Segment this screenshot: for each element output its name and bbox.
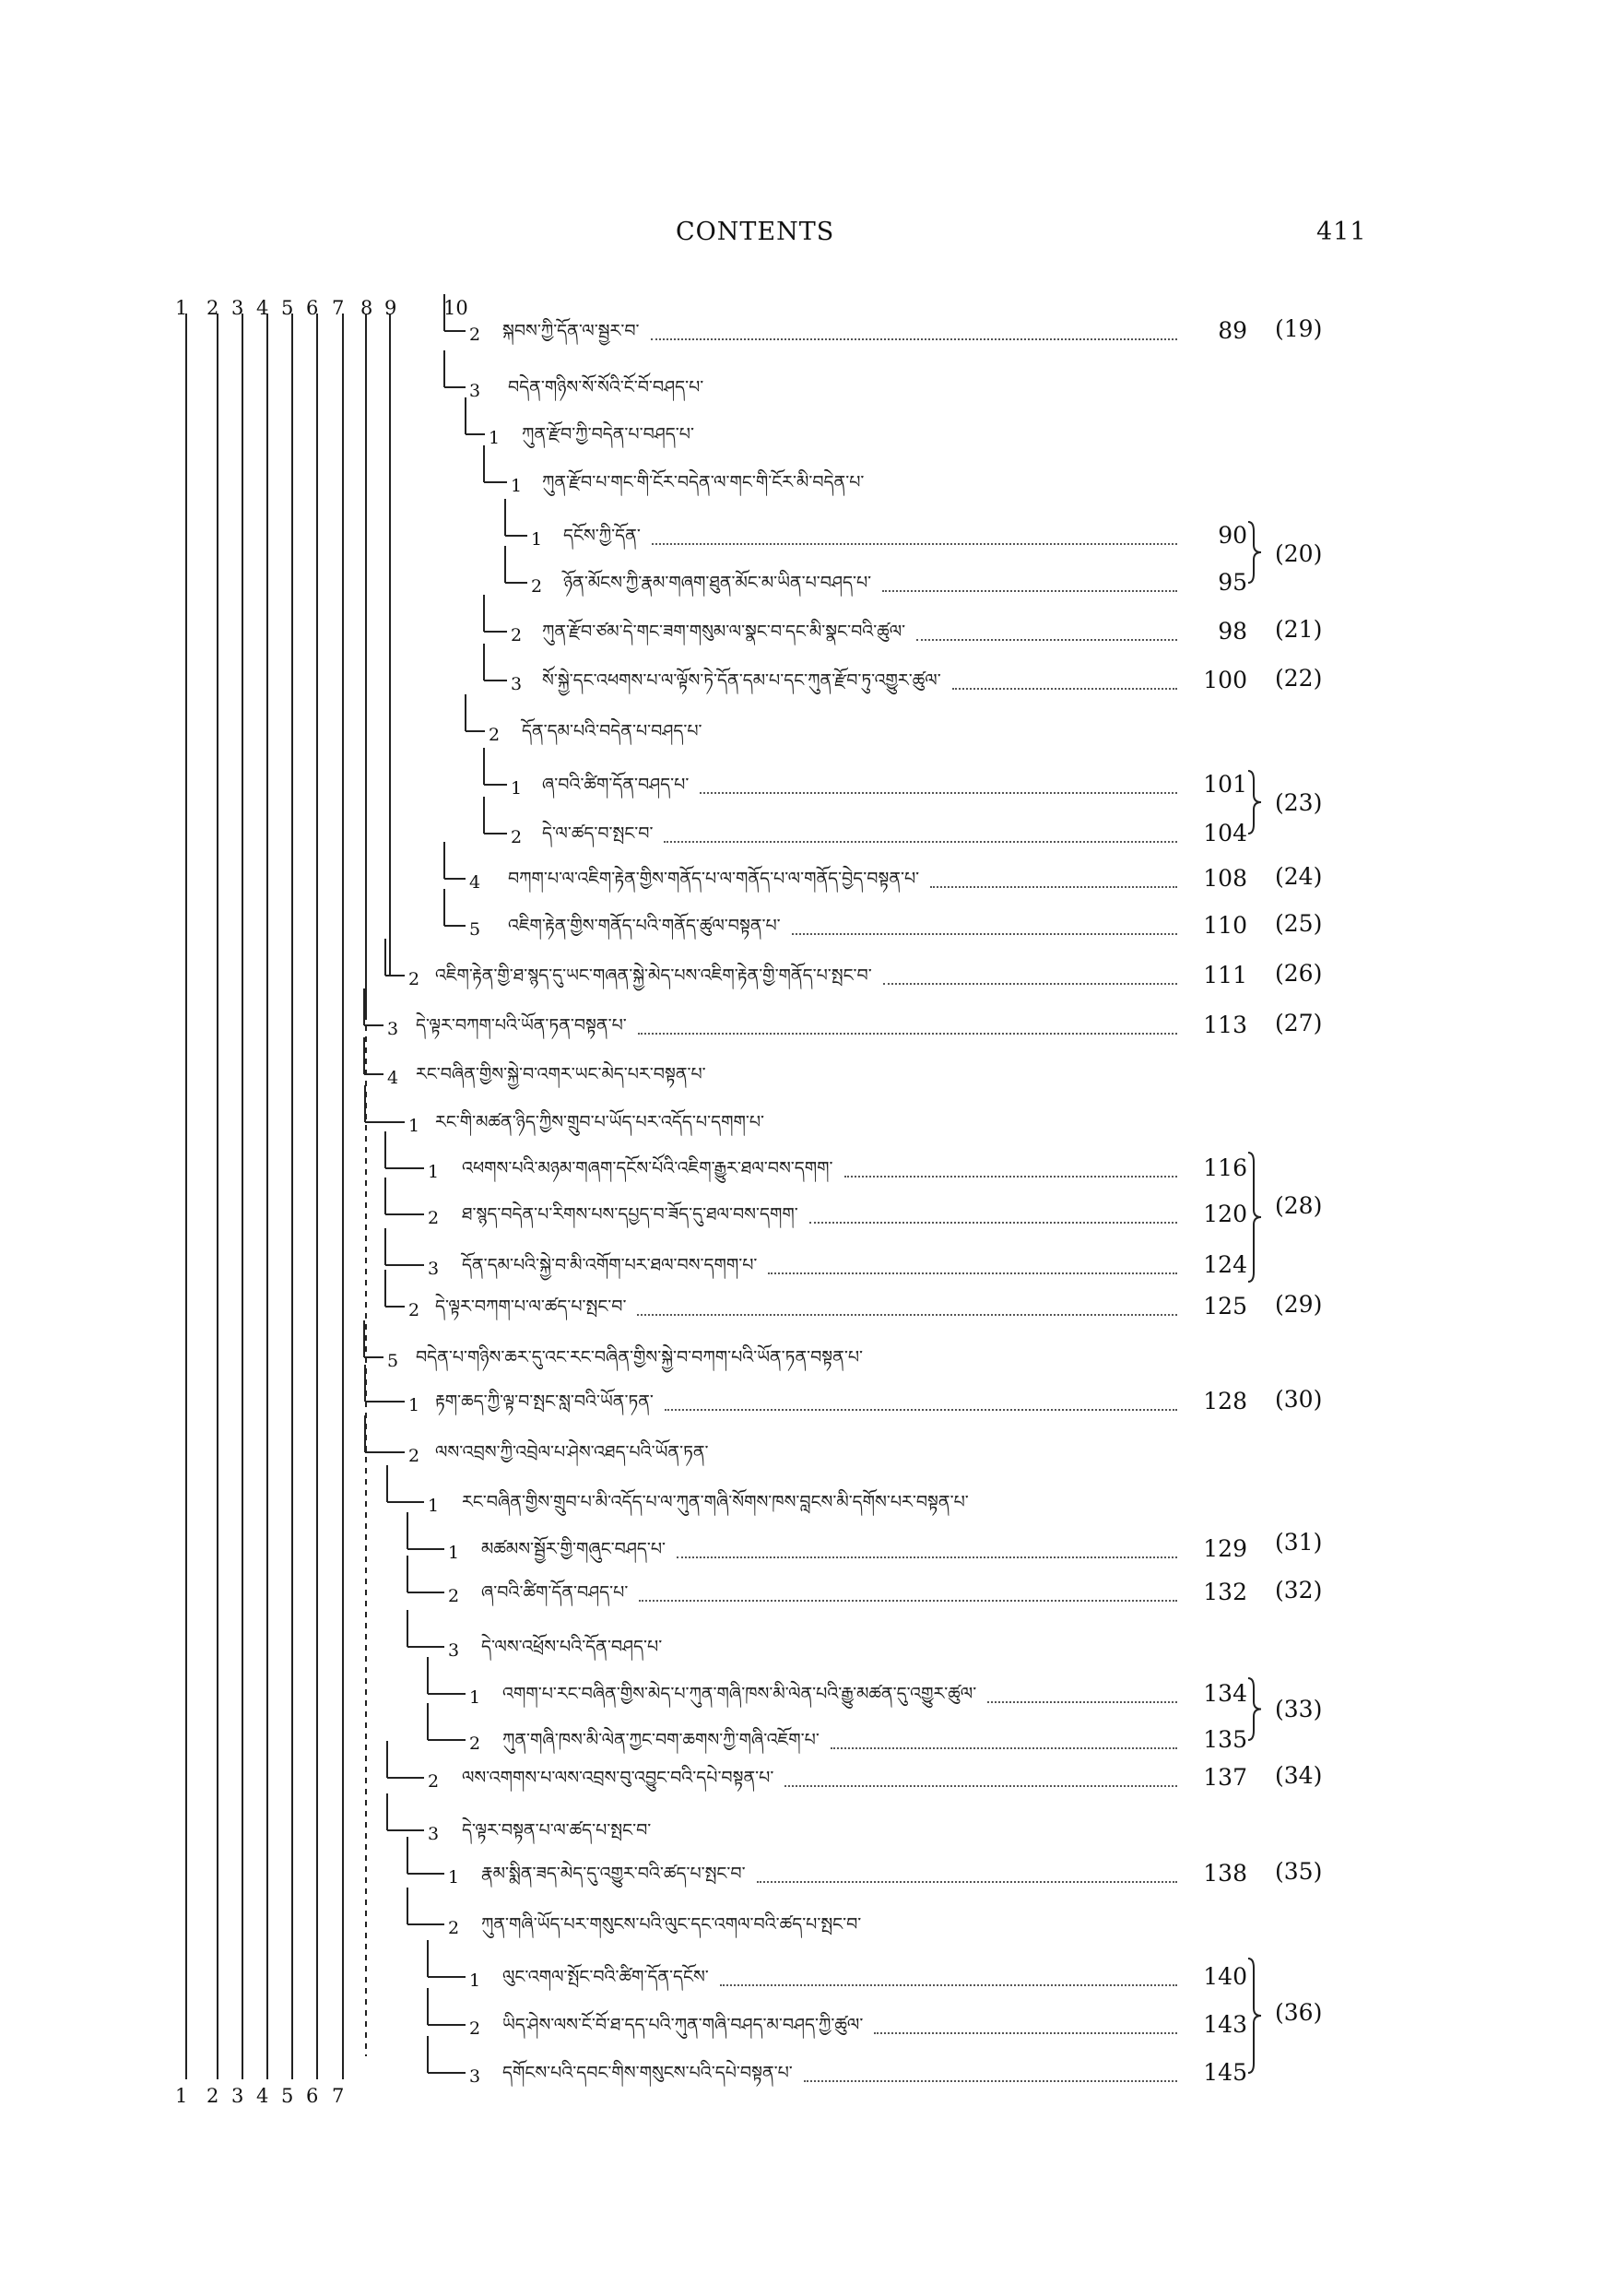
entry-title: རྣམ་སྨིན་ཟད་མེད་དུ་འགྱུར་བའི་ཚད་པ་སྤང་བ་ [481,1864,746,1884]
entry-title: རྟག་ཆད་ཀྱི་ལྟ་བ་སྤང་སླ་བའི་ཡོན་ཏན་ [435,1391,654,1412]
toc-entry [0,1383,1616,1420]
entry-title: འཇིག་རྟེན་གྱི་ཐ་སྙད་དུ་ཡང་གཞན་སྐྱེ་མེད་པས་འཇིག་རྟེན་གྱི་གནོད་པ་སྤང་བ་ [435,965,872,986]
entry-number: 5 [469,919,481,940]
column-number: 7 [332,2085,345,2107]
column-number: 1 [175,2085,188,2107]
entry-number: 3 [428,1824,440,1844]
entry-number: 1 [428,1162,440,1182]
entry-number: 4 [469,872,481,893]
dot-leader [637,1277,1177,1316]
column-number: 9 [384,297,397,319]
group-label: (31) [1275,1529,1323,1556]
entry-number: 2 [469,1734,481,1754]
column-number: 5 [281,297,294,319]
entry-title: དེ་ལྟར་བཀག་པ་ལ་ཚད་པ་སྤང་བ་ [435,1296,627,1317]
toc-entry [0,416,1616,453]
dot-leader [757,1844,1177,1883]
toc-entry [0,713,1616,750]
entry-number: 2 [408,1446,420,1466]
entry-page: 128 [1203,1388,1247,1414]
toc-entry [0,369,1616,406]
toc-entry [0,907,1616,944]
dot-leader [784,1748,1177,1787]
toc-entry [0,957,1616,994]
entry-title: ཀུན་གཞི་ཁས་མི་ལེན་ཀྱང་བག་ཆགས་ཀྱི་གཞི་འཇོག་པ་ [502,1730,820,1750]
dot-leader [652,506,1177,545]
entry-page: 132 [1203,1579,1247,1605]
toc-entry [0,1288,1616,1325]
entry-title: འཕགས་པའི་མཉམ་གཞག་དངོས་པོའི་འཇིག་རྒྱུར་ཐལ་བས་དགག་ [462,1158,833,1178]
toc-entry [0,1150,1616,1187]
group-label: (30) [1275,1386,1323,1413]
entry-title: དོན་དམ་པའི་སྐྱེ་བ་མི་འགོག་པར་ཐལ་བས་དགག་པ་ [462,1255,758,1275]
entry-page: 113 [1203,1012,1247,1038]
entry-number: 2 [489,725,501,745]
entry-number: 1 [408,1116,420,1136]
toc-entry [0,1759,1616,1796]
entry-title: ཀུན་རྫོབ་ཙམ་དེ་གང་ཟག་གསུམ་ལ་སྣང་བ་དང་མི་སྣང་བའི་ཚུལ་ [542,621,906,642]
entry-number: 3 [469,2066,481,2087]
entry-page: 129 [1203,1535,1247,1562]
dot-leader [883,946,1177,985]
group-label: (23) [1275,789,1323,816]
toc-entry [0,313,1616,349]
entry-number: 2 [511,625,523,645]
entry-title: ཞ་བའི་ཚིག་དོན་བཤད་པ་ [481,1582,629,1603]
entry-number: 2 [428,1208,440,1228]
group-label: (19) [1275,315,1323,342]
entry-title: འཇིག་རྟེན་གྱིས་གནོད་པའི་གནོད་ཚུལ་བསྟན་པ་ [508,916,781,936]
entry-page: 143 [1203,2011,1247,2038]
entry-number: 1 [448,1867,460,1888]
entry-number: 3 [428,1259,440,1279]
page-title: CONTENTS [676,218,835,246]
entry-title: ཀུན་རྫོབ་པ་གང་གི་ངོར་བདེན་ལ་གང་གི་ངོར་མི་བདེན་པ་ [542,472,865,492]
entry-title: སོ་སྐྱེ་དང་འཕགས་པ་ལ་ལྟོས་ཏེ་དོན་དམ་པ་དང་ཀུན་རྫོབ་ཏུ་འགྱུར་ཚུལ་ [542,670,941,691]
toc-entry [0,662,1616,699]
toc-entry [0,766,1616,803]
entry-number: 2 [469,2018,481,2039]
dot-leader [831,1710,1177,1749]
entry-title: དགོངས་པའི་དབང་གིས་གསུངས་པའི་དཔེ་བསྟན་པ་ [502,2063,793,2083]
entry-page: 111 [1203,962,1247,988]
dot-leader [665,1372,1177,1411]
toc-entry [0,464,1616,501]
column-number: 3 [231,2085,244,2107]
column-number: 2 [206,2085,219,2107]
entry-title: ཉོན་མོངས་ཀྱི་རྣམ་གཞག་ཐུན་མོང་མ་ཡིན་པ་བཤད་པ་ [563,573,872,593]
entry-title: འགག་པ་རང་བཞིན་གྱིས་མེད་པ་ཀུན་གཞི་ཁས་མི་ལེན་པའི་རྒྱུ་མཚན་དུ་འགྱུར་ཚུལ་ [502,1684,977,1704]
entry-title: ལས་འགགས་པ་ལས་འབྲས་བུ་འབྱུང་བའི་དཔེ་བསྟན་པ་ [462,1768,774,1788]
dot-leader [916,602,1177,641]
column-number: 7 [332,297,345,319]
dot-leader [720,1947,1177,1986]
entry-page: 98 [1218,618,1247,645]
toc-entry [0,1196,1616,1233]
entry-page: 137 [1203,1764,1247,1791]
toc-entry [0,1855,1616,1892]
entry-title: བདེན་པ་གཉིས་ཆར་དུ་འང་རང་བཞིན་གྱིས་སྐྱེ་བ་བཀག་པའི་ཡོན་ཏན་བསྟན་པ་ [416,1347,864,1367]
entry-title: སྐབས་ཀྱི་དོན་ལ་སྦྱར་བ་ [502,321,640,341]
toc-entry [0,1434,1616,1471]
dot-leader [804,2043,1177,2082]
entry-title: དེ་ལྟར་བསྟན་པ་ལ་ཚད་པ་སྤང་བ་ [462,1820,652,1840]
column-number: 1 [175,297,188,319]
group-label: (32) [1275,1577,1323,1604]
group-label: (22) [1275,665,1323,692]
entry-title: དེ་ལ་ཚད་བ་སྤང་བ་ [542,823,654,844]
entry-page: 135 [1203,1726,1247,1753]
entry-title: མཚམས་སྦྱོར་གྱི་གཞུང་བཤད་པ་ [481,1539,666,1559]
entry-title: རང་བཞིན་གྱིས་གྲུབ་པ་མི་འདོད་པ་ལ་ཀུན་གཞི་སོགས་ཁས་བླངས་མི་དགོས་པར་བསྟན་པ་ [462,1492,969,1512]
dot-leader [768,1236,1177,1274]
column-number: 4 [256,2085,269,2107]
entry-title: ཀུན་རྫོབ་ཀྱི་བདེན་པ་བཤད་པ་ [522,424,694,444]
entry-page: 108 [1203,865,1247,892]
group-label: (36) [1275,1999,1323,2026]
dot-leader [930,849,1177,888]
entry-number: 2 [448,1586,460,1606]
entry-number: 2 [408,1300,420,1320]
dot-leader [677,1520,1177,1558]
entry-number: 1 [469,1971,481,1991]
entry-number: 1 [531,529,543,550]
column-number: 6 [306,297,319,319]
entry-number: 3 [448,1640,460,1661]
entry-number: 1 [469,1687,481,1708]
entry-title: དོན་དམ་པའི་བདེན་པ་བཤད་པ་ [522,721,702,741]
entry-number: 2 [428,1771,440,1792]
column-number: 10 [443,297,468,319]
dot-leader [639,1563,1177,1602]
column-number: 5 [281,2085,294,2107]
dot-leader [638,996,1177,1035]
entry-page: 125 [1203,1293,1247,1320]
entry-title: དངོས་ཀྱི་དོན་ [563,526,641,546]
entry-page: 110 [1203,912,1247,939]
entry-number: 3 [511,674,523,694]
entry-title: ལུང་འགལ་སྤོང་བའི་ཚིག་དོན་དངོས་ [502,1967,709,1987]
toc-entry [0,1628,1616,1665]
group-label: (29) [1275,1291,1323,1318]
entry-title: དེ་ལྟར་བཀག་པའི་ཡོན་ཏན་བསྟན་པ་ [416,1015,627,1036]
entry-page: 124 [1203,1251,1247,1278]
entry-title: ལས་འབྲས་ཀྱི་འབྲེལ་པ་ཤེས་འཐད་པའི་ཡོན་ཏན་ [435,1442,709,1462]
toc-entry [0,860,1616,897]
toc-entry [0,2006,1616,2043]
toc-entry [0,1531,1616,1568]
entry-page: 100 [1203,667,1247,693]
dot-leader [844,1139,1178,1178]
group-label: (24) [1275,863,1323,890]
entry-number: 1 [511,476,523,496]
entry-title: བཀག་པ་ལ་འཇིག་རྟེན་གྱིས་གནོད་པ་ལ་གནོད་པ་ལ་གནོད་བྱེད་བསྟན་པ་ [508,869,920,889]
toc-entry [0,613,1616,650]
toc-entry [0,1007,1616,1044]
entry-title: ཀུན་གཞི་ཡོད་པར་གསུངས་པའི་ལུང་དང་འགལ་བའི་ཚད་པ་སྤང་བ་ [481,1914,862,1935]
entry-number: 1 [448,1543,460,1563]
entry-title: ཡིད་ཤེས་ལས་ངོ་བོ་ཐ་དད་པའི་ཀུན་གཞི་བཤད་མ་བཤད་ཀྱི་ཚུལ་ [502,2015,864,2035]
page-number: 411 [1316,218,1367,246]
toc-entry [0,1339,1616,1376]
group-label: (28) [1275,1192,1323,1219]
entry-title: བདེན་གཉིས་སོ་སོའི་ངོ་བོ་བཤད་པ་ [508,377,704,397]
entry-number: 1 [428,1496,440,1516]
entry-number: 1 [511,778,523,799]
entry-number: 4 [387,1068,399,1088]
column-number: 3 [231,297,244,319]
toc-entry [0,517,1616,554]
entry-page: 145 [1203,2059,1247,2086]
toc-entry [0,1906,1616,1943]
group-label: (26) [1275,960,1323,987]
group-label: (21) [1275,616,1323,643]
toc-entry [0,815,1616,852]
entry-page: 120 [1203,1201,1247,1227]
entry-number: 5 [387,1351,399,1371]
entry-title: རང་བཞིན་གྱིས་སྐྱེ་བ་འགར་ཡང་མེད་པར་བསྟན་པ་ [416,1064,706,1084]
group-label: (33) [1275,1696,1323,1722]
column-number: 8 [360,297,373,319]
entry-number: 2 [448,1918,460,1938]
toc-entry [0,1574,1616,1611]
toc-entry [0,1812,1616,1849]
group-label: (27) [1275,1010,1323,1036]
group-label: (20) [1275,540,1323,567]
dot-leader [874,1995,1177,2034]
entry-title: རང་གི་མཚན་ཉིད་ཀྱིས་གྲུབ་པ་ཡོད་པར་འདོད་པ་དགག་པ་ [435,1112,764,1132]
entry-title: ཞ་བའི་ཚིག་དོན་བཤད་པ་ [542,775,690,795]
dot-leader [952,651,1177,690]
toc-entry [0,1675,1616,1712]
dot-leader [651,302,1177,340]
entry-page: 104 [1203,820,1247,846]
entry-number: 1 [489,428,501,448]
toc-entry [0,1484,1616,1521]
entry-number: 2 [511,827,523,847]
group-label: (35) [1275,1858,1323,1885]
dot-leader [809,1185,1177,1224]
entry-number: 1 [408,1395,420,1415]
group-label: (34) [1275,1762,1323,1789]
toc-entry [0,2054,1616,2091]
toc-entry [0,1056,1616,1093]
toc-entry [0,1959,1616,1995]
column-number: 6 [306,2085,319,2107]
dot-leader [664,804,1177,843]
entry-page: 116 [1203,1154,1247,1181]
toc-entry [0,564,1616,601]
entry-page: 140 [1203,1963,1247,1990]
column-number: 2 [206,297,219,319]
dot-leader [700,755,1177,794]
entry-page: 89 [1218,317,1247,344]
entry-title: དེ་ལས་འཕྲོས་པའི་དོན་བཤད་པ་ [481,1637,663,1657]
entry-title: ཐ་སྙད་བདེན་པ་རིགས་པས་དཔྱད་བ་ཟོད་དུ་ཐལ་བས་དགག་ [462,1204,798,1225]
entry-number: 2 [469,325,481,345]
entry-page: 138 [1203,1860,1247,1887]
column-number: 4 [256,297,269,319]
toc-entry [0,1104,1616,1141]
dot-leader [987,1664,1177,1703]
dot-leader [792,896,1177,935]
entry-page: 90 [1218,522,1247,549]
entry-page: 134 [1203,1680,1247,1707]
entry-number: 3 [469,381,481,401]
entry-page: 101 [1203,771,1247,798]
entry-number: 2 [408,969,420,989]
entry-number: 2 [531,576,543,597]
dot-leader [882,553,1177,592]
entry-number: 3 [387,1019,399,1039]
entry-page: 95 [1218,569,1247,596]
group-label: (25) [1275,910,1323,937]
